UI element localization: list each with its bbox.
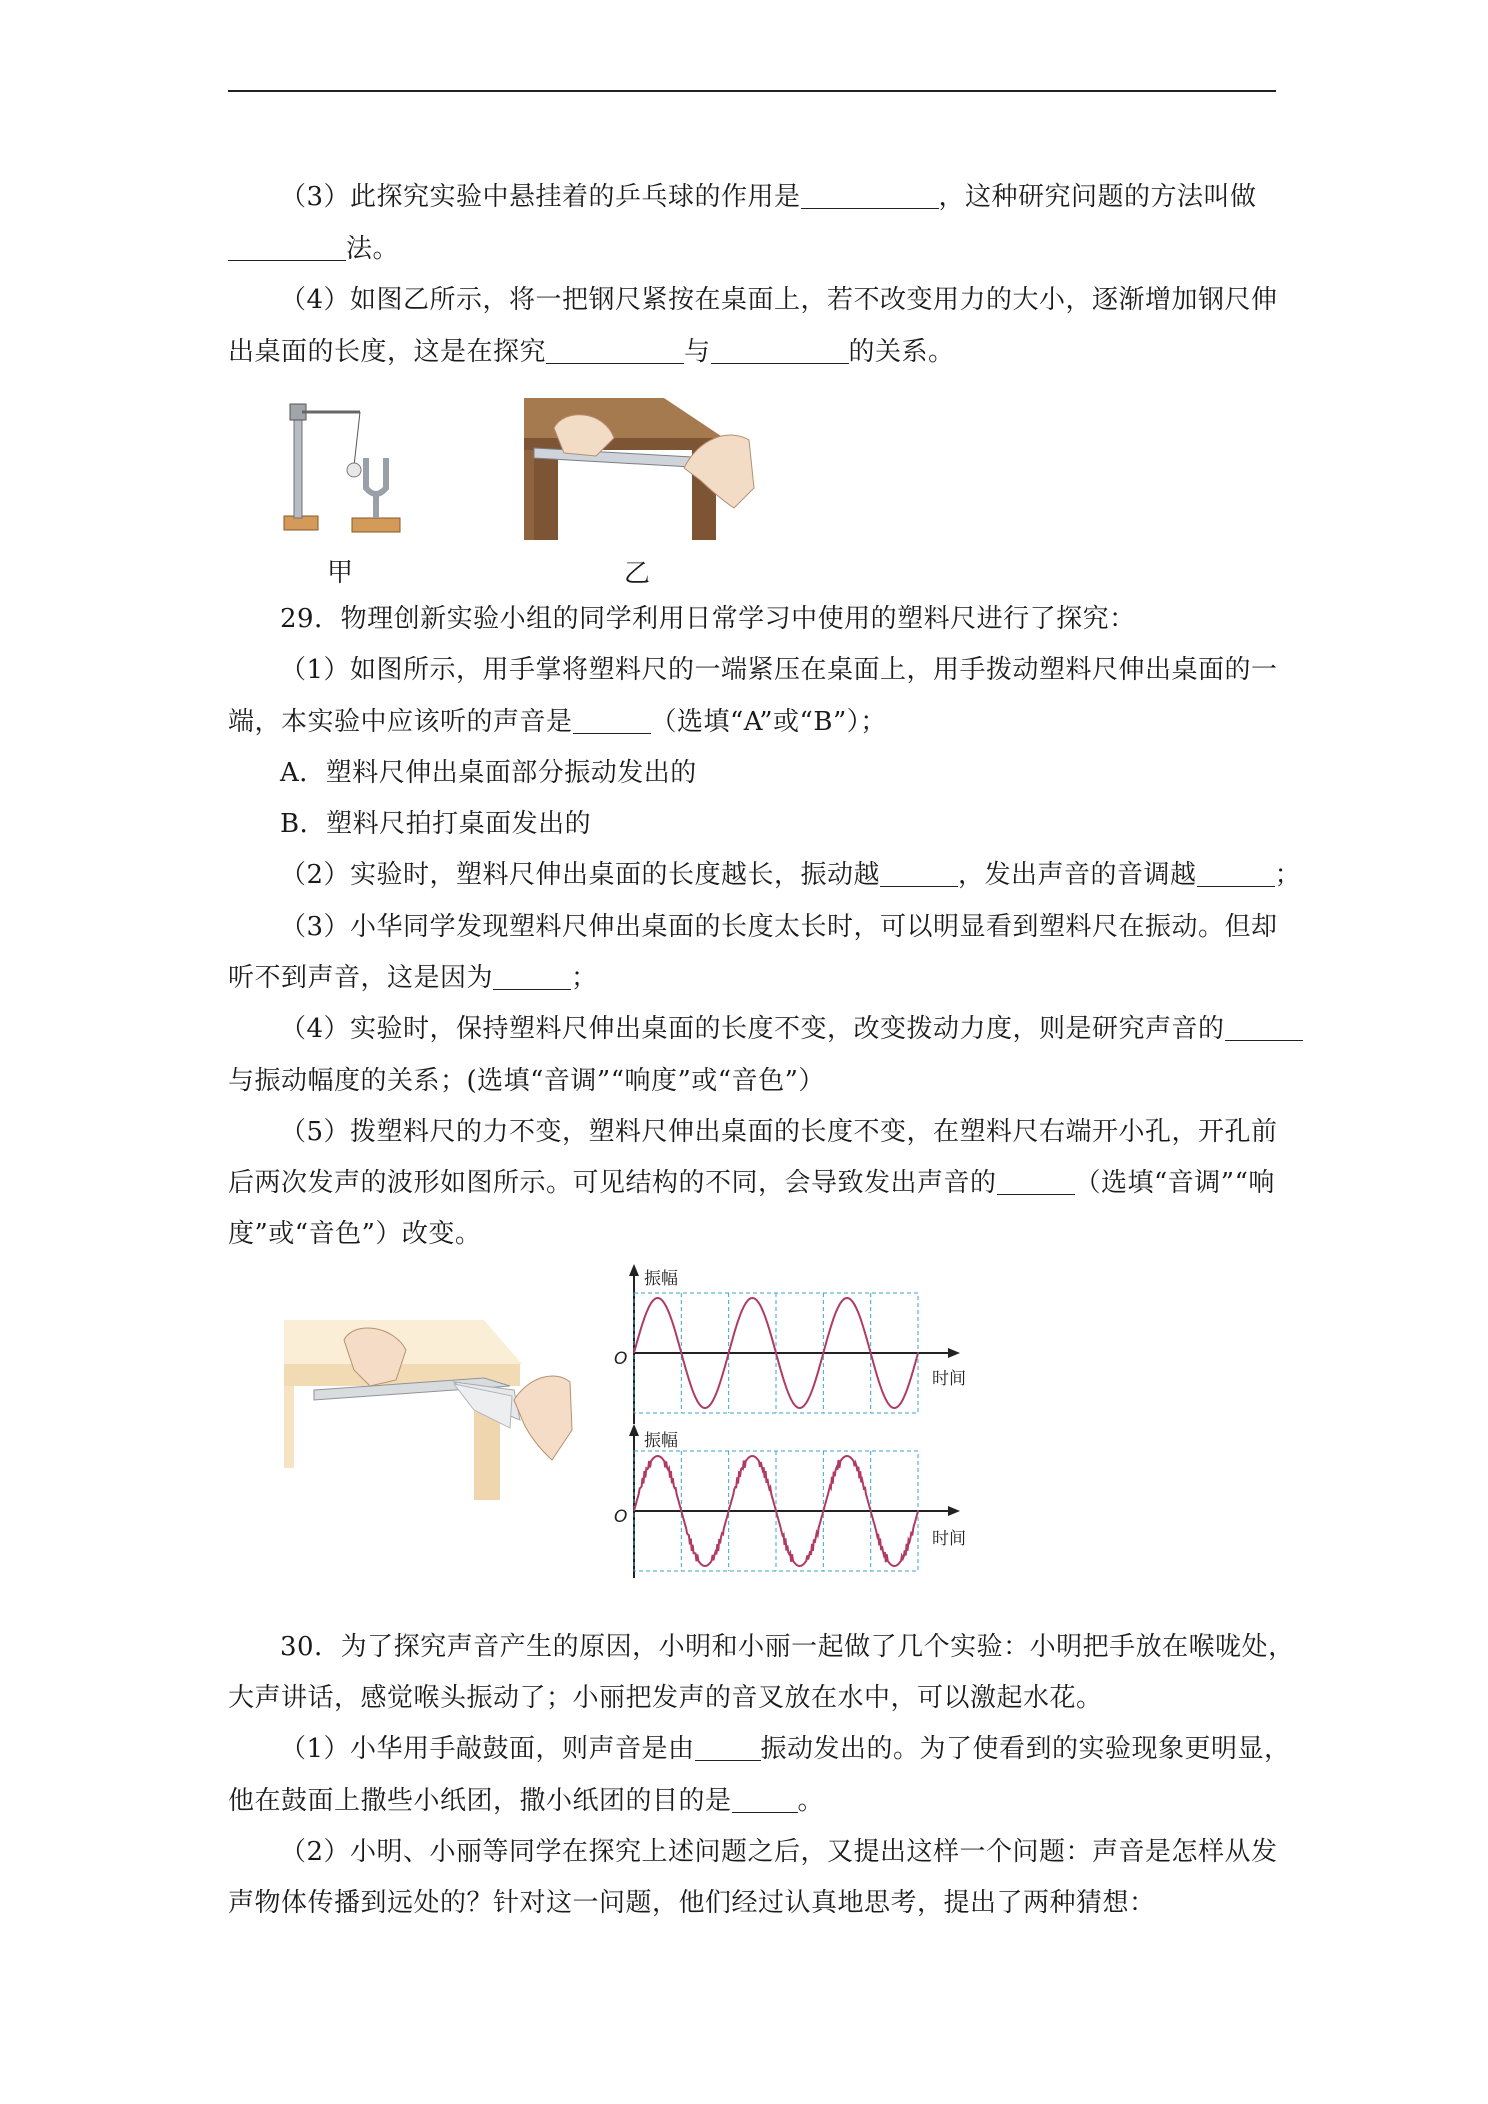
- answer-blank[interactable]: [1225, 1016, 1303, 1041]
- q29-part5-line3: 度”或“音色”）改变。: [228, 1219, 482, 1249]
- waveform-origin: O: [614, 1349, 628, 1369]
- answer-blank[interactable]: [711, 339, 849, 364]
- answer-blank[interactable]: [997, 1170, 1075, 1195]
- q29-stem: 29．物理创新实验小组的同学利用日常学习中使用的塑料尺进行了探究：: [280, 604, 1136, 634]
- q29-part1-line1: （1）如图所示，用手掌将塑料尺的一端紧压在桌面上，用手拨动塑料尺伸出桌面的一: [280, 655, 1278, 685]
- plastic-ruler-figure: [284, 1320, 574, 1500]
- waveform-before-hole: [614, 1264, 966, 1424]
- q28-part4-line2: 出桌面的长度，这是在探究 与 的关系。: [228, 337, 955, 367]
- q29-part2: （2）实验时，塑料尺伸出桌面的长度越长，振动越 ，发出声音的音调越 ；: [280, 860, 1302, 890]
- q28-part3-line2: 法。: [228, 236, 1278, 262]
- tuning-fork-figure: [280, 400, 410, 535]
- answer-blank[interactable]: [573, 709, 651, 734]
- answer-blank[interactable]: [695, 1736, 761, 1761]
- q30-stem-line2: 大声讲话，感觉喉头振动了；小丽把发声的音叉放在水中，可以激起水花。: [228, 1683, 1103, 1713]
- answer-blank[interactable]: [732, 1788, 798, 1813]
- q30-part1-line1: （1）小华用手敲鼓面，则声音是由 振动发出的。为了使看到的实验现象更明显，: [280, 1734, 1291, 1764]
- header-rule: [228, 90, 1276, 92]
- waveform-ylabel: 振幅: [644, 1431, 678, 1451]
- waveform-figures: [604, 1262, 984, 1582]
- answer-blank[interactable]: [228, 236, 346, 261]
- waveform-after-hole: [614, 1424, 966, 1578]
- q28-part3-line1: （3）此探究实验中悬挂着的乒乓球的作用是 ，这种研究问题的方法叫做: [280, 182, 1257, 212]
- q29-option-a: A．塑料尺伸出桌面部分振动发出的: [280, 758, 697, 788]
- answer-blank[interactable]: [546, 339, 684, 364]
- q30-part2-line1: （2）小明、小丽等同学在探究上述问题之后，又提出这样一个问题：声音是怎样从发: [280, 1837, 1278, 1867]
- waveform-origin: O: [614, 1507, 628, 1527]
- waveform-xlabel: 时间: [932, 1529, 966, 1549]
- q29-part4-line1: （4）实验时，保持塑料尺伸出桌面的长度不变，改变拨动力度，则是研究声音的: [280, 1016, 1330, 1042]
- q30-part1-line2: 他在鼓面上撒些小纸团，撒小纸团的目的是 。: [228, 1786, 825, 1816]
- waveform-ylabel: 振幅: [644, 1269, 678, 1289]
- q29-option-b: B．塑料尺拍打桌面发出的: [280, 809, 592, 839]
- q29-part5-line2: 后两次发声的波形如图所示。可见结构的不同，会导致发出声音的 （选填“音调”“响: [228, 1168, 1275, 1198]
- steel-ruler-figure: [524, 398, 764, 540]
- waveform-xlabel: 时间: [932, 1369, 966, 1389]
- q29-part3-line1: （3）小华同学发现塑料尺伸出桌面的长度太长时，可以明显看到塑料尺在振动。但却: [280, 912, 1278, 942]
- q30-part2-line2: 声物体传播到远处的？针对这一问题，他们经过认真地思考，提出了两种猜想：: [228, 1888, 1156, 1918]
- figure-caption-yi: 乙: [624, 559, 651, 589]
- answer-blank[interactable]: [1197, 862, 1275, 887]
- q29-part3-line2: 听不到声音，这是因为 ；: [228, 963, 598, 993]
- q29-part5-line1: （5）拨塑料尺的力不变，塑料尺伸出桌面的长度不变，在塑料尺右端开小孔，开孔前: [280, 1117, 1278, 1147]
- answer-blank[interactable]: [880, 862, 958, 887]
- answer-blank[interactable]: [493, 965, 571, 990]
- answer-blank[interactable]: [801, 184, 939, 209]
- figure-caption-jia: 甲: [327, 558, 354, 588]
- q30-stem-line1: 30．为了探究声音产生的原因，小明和小丽一起做了几个实验：小明把手放在喉咙处，: [280, 1632, 1295, 1662]
- q29-part4-line2: 与振动幅度的关系；(选填“音调”“响度”或“音色”）: [228, 1066, 825, 1096]
- q28-part4-line1: （4）如图乙所示，将一把钢尺紧按在桌面上，若不改变用力的大小，逐渐增加钢尺伸: [280, 285, 1278, 315]
- q29-part1-line2: 端，本实验中应该听的声音是 （选填“A”或“B”）；: [228, 707, 887, 737]
